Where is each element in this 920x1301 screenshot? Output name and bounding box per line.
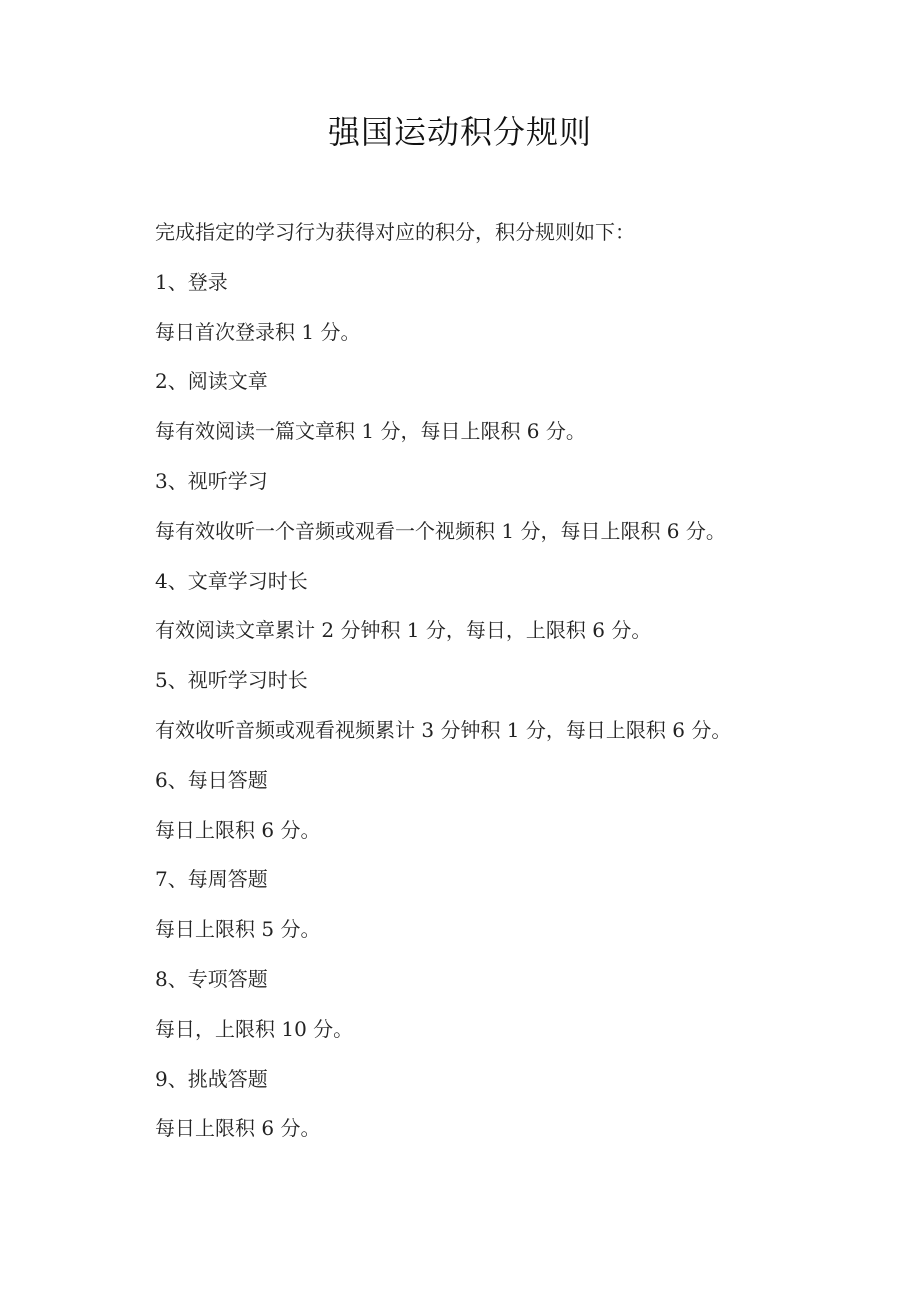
rule-heading-reading: 2、阅读文章	[155, 369, 268, 394]
rule-detail-weekly-quiz: 每日上限积 5 分。	[155, 917, 321, 942]
rule-detail-audio-video-time: 有效收听音频或观看视频累计 3 分钟积 1 分，每日上限积 6 分。	[155, 717, 732, 742]
rule-heading-special-quiz: 8、专项答题	[155, 966, 268, 991]
document-body	[155, 214, 795, 1160]
rule-heading-login: 1、登录	[155, 269, 228, 294]
document-title: 强国运动积分规则	[327, 113, 592, 151]
rule-heading-audio-video-time: 5、视听学习时长	[155, 668, 308, 693]
rule-detail-special-quiz: 每日，上限积 10 分。	[155, 1016, 354, 1041]
rule-heading-weekly-quiz: 7、每周答题	[155, 867, 268, 892]
rule-heading-challenge-quiz: 9、挑战答题	[155, 1066, 268, 1091]
rule-detail-challenge-quiz: 每日上限积 6 分。	[155, 1116, 321, 1141]
intro-text: 完成指定的学习行为获得对应的积分，积分规则如下：	[155, 220, 635, 244]
rule-detail-reading: 每有效阅读一篇文章积 1 分，每日上限积 6 分。	[155, 419, 586, 444]
rule-detail-reading-time: 有效阅读文章累计 2 分钟积 1 分，每日，上限积 6 分。	[155, 618, 652, 643]
rule-heading-daily-quiz: 6、每日答题	[155, 767, 268, 792]
rule-heading-reading-time: 4、文章学习时长	[155, 568, 308, 593]
rule-detail-daily-quiz: 每日上限积 6 分。	[155, 817, 321, 842]
rule-detail-login: 每日首次登录积 1 分。	[155, 319, 361, 344]
rule-detail-audio-video: 每有效收听一个音频或观看一个视频积 1 分，每日上限积 6 分。	[155, 518, 726, 543]
rule-heading-audio-video: 3、视听学习	[155, 468, 268, 493]
